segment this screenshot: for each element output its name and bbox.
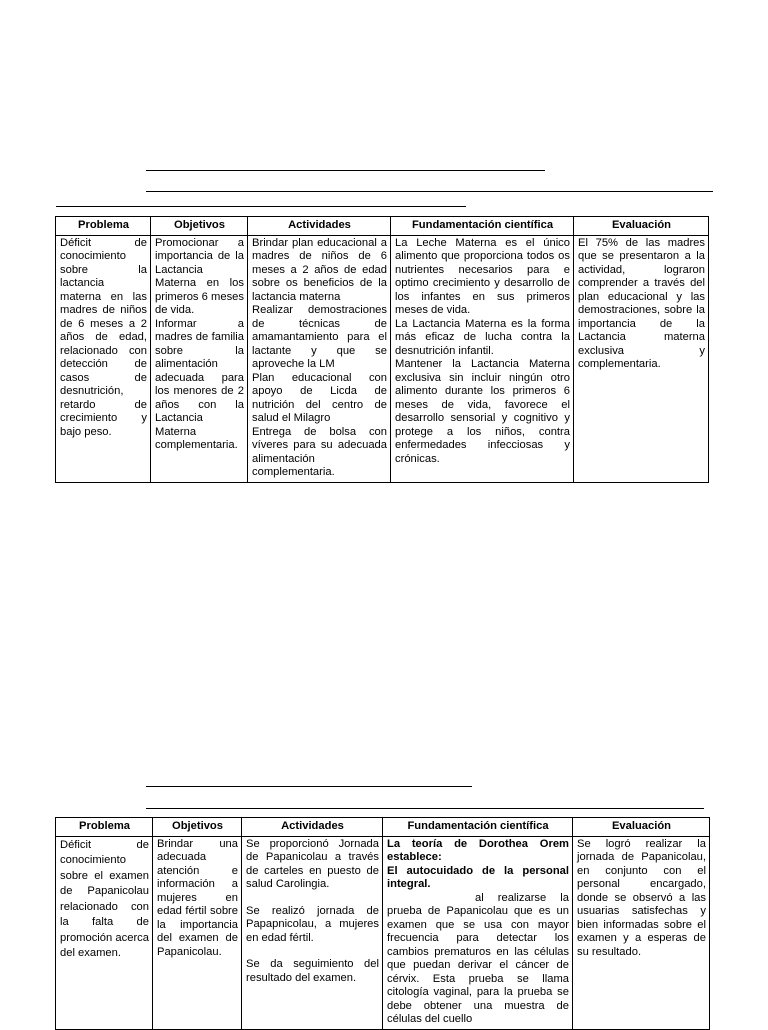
cell-actividades: Brindar plan educacional a madres de niños de 6 meses a 2 años de edad sobre os beneficios de la lactancia materna Realizar demostraciones de técnicas de amamantamiento para el lactante y que se aproveche la LM Plan educacional con apoyo de Licda de nutrición del centro de salud el Milagro Entrega de bolsa con víveres para su adecuada alimentación complementaria. bbox=[248, 235, 391, 482]
actividad-item: Se proporcionó Jornada de Papanicolau a través de carteles en puesto de salud Carolingia. bbox=[246, 837, 379, 890]
actividad-item: Se realizó jornada de Papapnicolau, a mujeres en edad fértil. bbox=[246, 904, 379, 944]
table-row bbox=[56, 235, 709, 482]
blank-line-2 bbox=[146, 191, 713, 192]
header-evaluacion: Evaluación bbox=[574, 217, 709, 236]
blank-line-3 bbox=[56, 206, 466, 207]
header-fundamentacion: Fundamentación científica bbox=[383, 818, 573, 837]
header-fundamentacion: Fundamentación científica bbox=[391, 217, 574, 236]
cell-actividades bbox=[242, 836, 383, 1029]
header-objetivos: Objetivos bbox=[153, 818, 242, 837]
blank-line-5 bbox=[146, 808, 704, 809]
fund-text: al realizarse la prueba de Papanicolau que es un examen que se usa con mayor frecuencia para detectar los cambios prematuros en las células que puedan derivar el cáncer de cérvix. Esta prueba se llama citología vaginal, para la prueba se debe obtener una muestra de células del cuello bbox=[387, 891, 569, 1025]
cell-fundamentacion bbox=[383, 836, 573, 1029]
blank-line-4 bbox=[146, 786, 472, 787]
cell-objetivos: Promocionar a importancia de la Lactancia Materna en los primeros 6 meses de vida. Informar a madres de familia sobre la alimentación adecuada para los menores de 2 años con la Lactancia Materna complementaria. bbox=[151, 235, 248, 482]
table-row bbox=[56, 836, 710, 1029]
fund-heading-orem: La teoría de Dorothea Orem establece: bbox=[387, 837, 569, 863]
care-plan-table-papanicolau bbox=[55, 817, 710, 1030]
header-problema: Problema bbox=[56, 217, 151, 236]
header-problema: Problema bbox=[56, 818, 153, 837]
table-header-row bbox=[56, 818, 710, 837]
cell-fundamentacion: La Leche Materna es el único alimento que proporciona todos os nutrientes necesarios para e optimo crecimiento y desarrollo de los infantes en sus primeros meses de vida. La Lactancia Materna es la forma más eficaz de lucha contra la desnutrición infantil. Mantener la Lactancia Materna exclusiva sin incluir ningún otro alimento durante los primeros 6 meses de vida, favorece el desarrollo sensorial y cognitivo y protege a los niños, contra enfermedades infecciosas y crónicas. bbox=[391, 235, 574, 482]
header-objetivos: Objetivos bbox=[151, 217, 248, 236]
table-header-row bbox=[56, 217, 709, 236]
header-actividades: Actividades bbox=[242, 818, 383, 837]
cell-evaluacion: Se logró realizar la jornada de Papanicolau, en conjunto con el personal encargado, donde se observó a las usuarias satisfechas y bien informadas sobre el examen y a esperas de su resultado. bbox=[573, 836, 710, 1029]
cell-problema: Déficit de conocimiento sobre el examen de Papanicolau relacionado con la falta de promoción acerca del examen. bbox=[56, 836, 153, 1029]
care-plan-table-lactancia bbox=[55, 216, 709, 483]
cell-evaluacion: El 75% de las madres que se presentaron a la actividad, lograron comprender a través del plan educacional y las demostraciones, sobre la importancia de la Lactancia materna exclusiva y complementaria. bbox=[574, 235, 709, 482]
fund-heading-autocuidado: El autocuidado de la personal integral. bbox=[387, 864, 569, 890]
cell-problema: Déficit de conocimiento sobre la lactancia materna en las madres de niños de 6 meses a 2 años de edad, relacionado con detección de casos de desnutrición, retardo de crecimiento y bajo peso. bbox=[56, 235, 151, 482]
blank-line-1 bbox=[146, 170, 545, 171]
actividad-item: Se da seguimiento del resultado del examen. bbox=[246, 958, 379, 984]
header-actividades: Actividades bbox=[248, 217, 391, 236]
header-evaluacion: Evaluación bbox=[573, 818, 710, 837]
cell-objetivos: Brindar una adecuada atención e información a mujeres en edad fértil sobre la importancia del examen de Papanicolau. bbox=[153, 836, 242, 1029]
